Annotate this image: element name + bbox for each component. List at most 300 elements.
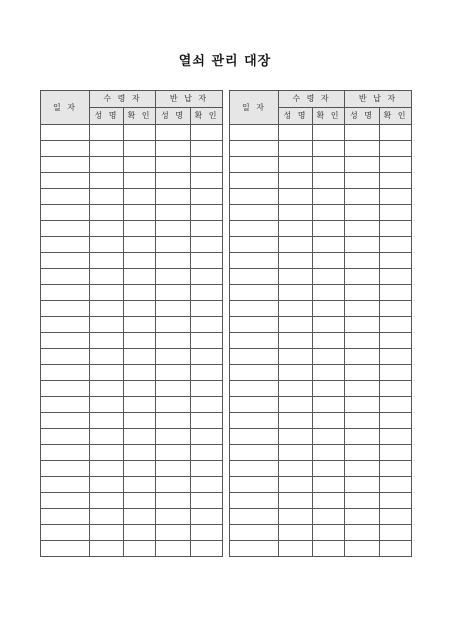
receiver-confirm-cell[interactable] — [124, 493, 156, 509]
returner-confirm-cell[interactable] — [191, 301, 223, 317]
returner-confirm-cell[interactable] — [191, 445, 223, 461]
receiver-name-cell[interactable] — [279, 381, 313, 397]
returner-name-cell[interactable] — [345, 285, 380, 301]
receiver-name-cell[interactable] — [90, 525, 124, 541]
returner-confirm-cell[interactable] — [191, 221, 223, 237]
returner-confirm-cell[interactable] — [191, 461, 223, 477]
receiver-confirm-cell[interactable] — [313, 141, 345, 157]
returner-name-cell[interactable] — [345, 445, 380, 461]
receiver-confirm-cell[interactable] — [313, 157, 345, 173]
date-cell[interactable] — [41, 269, 90, 285]
returner-confirm-cell[interactable] — [191, 125, 223, 141]
receiver-name-cell[interactable] — [90, 541, 124, 557]
date-cell[interactable] — [41, 413, 90, 429]
receiver-confirm-cell[interactable] — [124, 397, 156, 413]
date-cell[interactable] — [41, 461, 90, 477]
receiver-name-cell[interactable] — [90, 413, 124, 429]
ledger-row — [230, 413, 412, 429]
returner-name-cell[interactable] — [156, 397, 191, 413]
receiver-name-cell[interactable] — [279, 269, 313, 285]
date-cell[interactable] — [41, 525, 90, 541]
ledger-row — [230, 493, 412, 509]
header-row-top — [41, 91, 223, 108]
returner-name-cell[interactable] — [345, 461, 380, 477]
receiver-name-cell[interactable] — [90, 397, 124, 413]
returner-name-cell[interactable] — [156, 317, 191, 333]
date-cell[interactable] — [230, 413, 279, 429]
receiver-confirm-cell[interactable] — [313, 189, 345, 205]
date-cell[interactable] — [230, 301, 279, 317]
ledger-row — [230, 189, 412, 205]
returner-name-cell[interactable] — [345, 493, 380, 509]
returner-name-cell[interactable] — [156, 157, 191, 173]
returner-confirm-cell[interactable] — [380, 173, 412, 189]
returner-confirm-cell[interactable] — [191, 477, 223, 493]
returner-confirm-cell[interactable] — [380, 237, 412, 253]
date-cell[interactable] — [41, 509, 90, 525]
returner-name-cell[interactable] — [156, 413, 191, 429]
returner-confirm-cell[interactable] — [191, 189, 223, 205]
receiver-confirm-cell[interactable] — [124, 301, 156, 317]
returner-confirm-cell[interactable] — [380, 541, 412, 557]
ledger-row — [230, 509, 412, 525]
returner-name-cell[interactable] — [345, 333, 380, 349]
ledger-row — [230, 301, 412, 317]
returner-name-cell[interactable] — [156, 509, 191, 525]
date-cell[interactable] — [230, 317, 279, 333]
returner-confirm-cell[interactable] — [191, 493, 223, 509]
date-cell[interactable] — [230, 397, 279, 413]
receiver-name-cell[interactable] — [279, 413, 313, 429]
returner-name-cell[interactable] — [156, 349, 191, 365]
date-cell[interactable] — [230, 509, 279, 525]
receiver-confirm-header: 확 인 — [313, 108, 345, 125]
returner-confirm-cell[interactable] — [380, 381, 412, 397]
returner-confirm-cell[interactable] — [380, 253, 412, 269]
receiver-name-cell[interactable] — [90, 381, 124, 397]
returner-confirm-cell[interactable] — [191, 365, 223, 381]
date-cell[interactable] — [41, 189, 90, 205]
receiver-name-cell[interactable] — [90, 285, 124, 301]
receiver-confirm-cell[interactable] — [124, 285, 156, 301]
date-cell[interactable] — [230, 493, 279, 509]
date-cell[interactable] — [230, 237, 279, 253]
date-cell[interactable] — [41, 349, 90, 365]
ledger-row — [230, 205, 412, 221]
receiver-name-cell[interactable] — [279, 509, 313, 525]
receiver-name-cell[interactable] — [279, 429, 313, 445]
date-cell[interactable] — [41, 381, 90, 397]
receiver-name-cell[interactable] — [90, 461, 124, 477]
receiver-name-cell[interactable] — [90, 253, 124, 269]
returner-confirm-cell[interactable] — [380, 413, 412, 429]
returner-confirm-cell[interactable] — [380, 285, 412, 301]
receiver-confirm-cell[interactable] — [313, 397, 345, 413]
date-cell[interactable] — [230, 333, 279, 349]
receiver-name-cell[interactable] — [279, 301, 313, 317]
returner-confirm-cell[interactable] — [380, 509, 412, 525]
date-cell[interactable] — [41, 477, 90, 493]
returner-name-cell[interactable] — [156, 493, 191, 509]
returner-confirm-cell[interactable] — [380, 477, 412, 493]
returner-confirm-cell[interactable] — [191, 509, 223, 525]
returner-confirm-cell[interactable] — [380, 157, 412, 173]
returner-name-cell[interactable] — [156, 525, 191, 541]
date-cell[interactable] — [230, 269, 279, 285]
date-cell[interactable] — [41, 333, 90, 349]
returner-name-cell[interactable] — [156, 125, 191, 141]
receiver-confirm-cell[interactable] — [124, 189, 156, 205]
receiver-name-cell[interactable] — [279, 333, 313, 349]
receiver-confirm-cell[interactable] — [124, 237, 156, 253]
returner-name-cell[interactable] — [156, 285, 191, 301]
date-cell[interactable] — [230, 157, 279, 173]
returner-name-cell[interactable] — [345, 237, 380, 253]
returner-name-cell[interactable] — [345, 125, 380, 141]
returner-name-cell[interactable] — [156, 141, 191, 157]
date-cell[interactable] — [230, 477, 279, 493]
returner-name-cell[interactable] — [156, 253, 191, 269]
receiver-name-cell[interactable] — [90, 125, 124, 141]
ledger-row — [230, 429, 412, 445]
receiver-name-cell[interactable] — [279, 237, 313, 253]
date-cell[interactable] — [41, 253, 90, 269]
receiver-header: 수 령 자 — [90, 91, 156, 108]
receiver-confirm-cell[interactable] — [313, 285, 345, 301]
returner-name-cell[interactable] — [156, 189, 191, 205]
returner-confirm-cell[interactable] — [380, 189, 412, 205]
ledger-body — [230, 91, 412, 557]
date-cell[interactable] — [41, 365, 90, 381]
date-cell[interactable] — [230, 525, 279, 541]
receiver-confirm-cell[interactable] — [313, 205, 345, 221]
receiver-name-cell[interactable] — [90, 237, 124, 253]
receiver-confirm-cell[interactable] — [313, 413, 345, 429]
returner-name-cell[interactable] — [345, 189, 380, 205]
returner-confirm-cell[interactable] — [380, 301, 412, 317]
date-cell[interactable] — [41, 221, 90, 237]
receiver-name-cell[interactable] — [90, 269, 124, 285]
receiver-name-cell[interactable] — [90, 141, 124, 157]
receiver-confirm-cell[interactable] — [124, 541, 156, 557]
returner-confirm-cell[interactable] — [191, 237, 223, 253]
returner-name-cell[interactable] — [345, 205, 380, 221]
returner-confirm-cell[interactable] — [191, 349, 223, 365]
returner-confirm-cell[interactable] — [191, 429, 223, 445]
receiver-confirm-cell[interactable] — [313, 477, 345, 493]
date-cell[interactable] — [41, 397, 90, 413]
ledger-row — [230, 477, 412, 493]
receiver-confirm-cell[interactable] — [124, 333, 156, 349]
returner-confirm-cell[interactable] — [380, 333, 412, 349]
receiver-confirm-cell[interactable] — [313, 221, 345, 237]
receiver-confirm-cell[interactable] — [313, 461, 345, 477]
receiver-confirm-cell[interactable] — [124, 525, 156, 541]
returner-name-cell[interactable] — [345, 317, 380, 333]
receiver-name-cell[interactable] — [279, 349, 313, 365]
receiver-name-cell[interactable] — [90, 173, 124, 189]
date-cell[interactable] — [230, 205, 279, 221]
receiver-name-cell[interactable] — [90, 189, 124, 205]
ledger-row — [230, 525, 412, 541]
returner-name-cell[interactable] — [156, 237, 191, 253]
date-cell[interactable] — [41, 141, 90, 157]
returner-name-cell[interactable] — [156, 461, 191, 477]
receiver-confirm-cell[interactable] — [313, 173, 345, 189]
date-cell[interactable] — [230, 365, 279, 381]
receiver-confirm-cell[interactable] — [313, 333, 345, 349]
receiver-confirm-cell[interactable] — [124, 381, 156, 397]
receiver-name-cell[interactable] — [279, 141, 313, 157]
receiver-confirm-cell[interactable] — [124, 349, 156, 365]
receiver-name-cell[interactable] — [90, 493, 124, 509]
returner-confirm-cell[interactable] — [380, 365, 412, 381]
receiver-name-cell[interactable] — [90, 477, 124, 493]
receiver-confirm-cell[interactable] — [313, 429, 345, 445]
date-cell[interactable] — [41, 445, 90, 461]
returner-name-cell[interactable] — [345, 349, 380, 365]
returner-name-cell[interactable] — [345, 477, 380, 493]
date-cell[interactable] — [41, 285, 90, 301]
ledger-row — [41, 141, 223, 157]
receiver-name-cell[interactable] — [279, 541, 313, 557]
returner-confirm-cell[interactable] — [191, 317, 223, 333]
returner-confirm-cell[interactable] — [191, 397, 223, 413]
ledger-row — [41, 349, 223, 365]
returner-confirm-cell[interactable] — [191, 157, 223, 173]
receiver-name-cell[interactable] — [279, 525, 313, 541]
header-row-top — [230, 91, 412, 108]
returner-name-cell[interactable] — [156, 381, 191, 397]
receiver-name-cell[interactable] — [279, 493, 313, 509]
receiver-confirm-cell[interactable] — [124, 141, 156, 157]
receiver-name-cell[interactable] — [279, 461, 313, 477]
returner-name-cell[interactable] — [156, 173, 191, 189]
returner-name-cell[interactable] — [156, 477, 191, 493]
receiver-confirm-cell[interactable] — [124, 317, 156, 333]
returner-confirm-cell[interactable] — [380, 205, 412, 221]
receiver-confirm-cell[interactable] — [124, 429, 156, 445]
receiver-name-cell[interactable] — [90, 429, 124, 445]
receiver-confirm-cell[interactable] — [124, 413, 156, 429]
returner-confirm-cell[interactable] — [380, 397, 412, 413]
date-cell[interactable] — [230, 461, 279, 477]
receiver-name-cell[interactable] — [90, 157, 124, 173]
date-cell[interactable] — [41, 157, 90, 173]
returner-confirm-cell[interactable] — [191, 141, 223, 157]
date-cell[interactable] — [230, 221, 279, 237]
returner-confirm-cell[interactable] — [380, 445, 412, 461]
receiver-name-cell[interactable] — [279, 397, 313, 413]
returner-confirm-cell[interactable] — [191, 269, 223, 285]
returner-confirm-header: 확 인 — [380, 108, 412, 125]
receiver-confirm-cell[interactable] — [124, 477, 156, 493]
key-ledger-table-right — [229, 90, 412, 557]
receiver-confirm-cell[interactable] — [313, 509, 345, 525]
receiver-name-cell[interactable] — [279, 157, 313, 173]
ledger-row — [41, 381, 223, 397]
returner-confirm-cell[interactable] — [380, 125, 412, 141]
returner-confirm-cell[interactable] — [380, 269, 412, 285]
date-cell[interactable] — [41, 541, 90, 557]
receiver-confirm-cell[interactable] — [124, 445, 156, 461]
returner-name-cell[interactable] — [345, 541, 380, 557]
receiver-confirm-cell[interactable] — [313, 445, 345, 461]
receiver-confirm-cell[interactable] — [313, 317, 345, 333]
receiver-name-cell[interactable] — [90, 333, 124, 349]
returner-name-cell[interactable] — [345, 429, 380, 445]
date-cell[interactable] — [230, 253, 279, 269]
receiver-name-cell[interactable] — [279, 173, 313, 189]
returner-name-cell[interactable] — [345, 157, 380, 173]
date-header: 일 자 — [230, 91, 279, 125]
date-cell[interactable] — [41, 173, 90, 189]
receiver-confirm-cell[interactable] — [313, 365, 345, 381]
returner-confirm-cell[interactable] — [191, 205, 223, 221]
returner-confirm-cell[interactable] — [191, 413, 223, 429]
receiver-name-cell[interactable] — [90, 365, 124, 381]
date-cell[interactable] — [230, 541, 279, 557]
receiver-name-cell[interactable] — [90, 445, 124, 461]
returner-name-cell[interactable] — [156, 429, 191, 445]
receiver-name-cell[interactable] — [279, 125, 313, 141]
ledger-row — [230, 269, 412, 285]
page-title: 열쇠 관리 대장 — [178, 54, 272, 69]
receiver-name-cell[interactable] — [279, 221, 313, 237]
receiver-confirm-cell[interactable] — [313, 125, 345, 141]
returner-name-cell[interactable] — [345, 141, 380, 157]
receiver-name-cell[interactable] — [279, 189, 313, 205]
returner-name-cell[interactable] — [345, 509, 380, 525]
receiver-confirm-cell[interactable] — [313, 253, 345, 269]
receiver-confirm-cell[interactable] — [124, 157, 156, 173]
ledger-row — [230, 237, 412, 253]
date-cell[interactable] — [41, 125, 90, 141]
receiver-confirm-cell[interactable] — [313, 381, 345, 397]
returner-confirm-cell[interactable] — [191, 253, 223, 269]
returner-name-header: 성 명 — [345, 108, 380, 125]
date-cell[interactable] — [41, 429, 90, 445]
receiver-confirm-cell[interactable] — [124, 205, 156, 221]
ledger-row — [230, 333, 412, 349]
returner-name-cell[interactable] — [345, 173, 380, 189]
returner-name-cell[interactable] — [156, 269, 191, 285]
returner-confirm-cell[interactable] — [380, 525, 412, 541]
receiver-confirm-cell[interactable] — [313, 493, 345, 509]
receiver-confirm-cell[interactable] — [124, 269, 156, 285]
returner-name-cell[interactable] — [156, 365, 191, 381]
returner-name-cell[interactable] — [156, 301, 191, 317]
returner-confirm-cell[interactable] — [380, 349, 412, 365]
returner-name-cell[interactable] — [345, 525, 380, 541]
receiver-confirm-cell[interactable] — [124, 365, 156, 381]
date-cell[interactable] — [230, 141, 279, 157]
receiver-confirm-cell[interactable] — [313, 525, 345, 541]
returner-confirm-cell[interactable] — [380, 461, 412, 477]
returner-confirm-cell[interactable] — [191, 525, 223, 541]
receiver-name-cell[interactable] — [90, 221, 124, 237]
receiver-name-cell[interactable] — [90, 349, 124, 365]
date-cell[interactable] — [41, 237, 90, 253]
receiver-confirm-cell[interactable] — [124, 509, 156, 525]
receiver-confirm-cell[interactable] — [313, 301, 345, 317]
date-cell[interactable] — [41, 493, 90, 509]
returner-confirm-cell[interactable] — [380, 429, 412, 445]
returner-name-cell[interactable] — [345, 253, 380, 269]
receiver-name-cell[interactable] — [279, 445, 313, 461]
returner-name-cell[interactable] — [156, 205, 191, 221]
date-cell[interactable] — [41, 301, 90, 317]
date-cell[interactable] — [230, 445, 279, 461]
returner-confirm-cell[interactable] — [191, 541, 223, 557]
receiver-confirm-cell[interactable] — [124, 125, 156, 141]
receiver-name-cell[interactable] — [90, 317, 124, 333]
returner-name-cell[interactable] — [345, 413, 380, 429]
returner-name-cell[interactable] — [345, 381, 380, 397]
date-cell[interactable] — [230, 349, 279, 365]
receiver-confirm-cell[interactable] — [313, 237, 345, 253]
receiver-confirm-cell[interactable] — [124, 173, 156, 189]
receiver-name-cell[interactable] — [90, 301, 124, 317]
ledger-row — [230, 253, 412, 269]
returner-header: 반 납 자 — [156, 91, 223, 108]
receiver-name-cell[interactable] — [90, 205, 124, 221]
returner-name-cell[interactable] — [156, 221, 191, 237]
returner-name-cell[interactable] — [345, 365, 380, 381]
receiver-confirm-cell[interactable] — [313, 541, 345, 557]
returner-name-cell[interactable] — [156, 541, 191, 557]
receiver-name-cell[interactable] — [279, 365, 313, 381]
date-cell[interactable] — [230, 381, 279, 397]
ledger-row — [230, 173, 412, 189]
ledger-row — [230, 349, 412, 365]
date-cell[interactable] — [230, 189, 279, 205]
receiver-name-cell[interactable] — [279, 317, 313, 333]
receiver-confirm-cell[interactable] — [124, 221, 156, 237]
returner-name-cell[interactable] — [156, 333, 191, 349]
receiver-confirm-cell[interactable] — [124, 253, 156, 269]
receiver-confirm-cell[interactable] — [124, 461, 156, 477]
returner-name-cell[interactable] — [345, 269, 380, 285]
returner-confirm-cell[interactable] — [380, 221, 412, 237]
receiver-name-header: 성 명 — [90, 108, 124, 125]
receiver-name-cell[interactable] — [279, 205, 313, 221]
returner-confirm-cell[interactable] — [191, 381, 223, 397]
returner-confirm-cell[interactable] — [380, 141, 412, 157]
receiver-name-cell[interactable] — [90, 509, 124, 525]
returner-name-cell[interactable] — [345, 397, 380, 413]
receiver-name-cell[interactable] — [279, 477, 313, 493]
date-cell[interactable] — [41, 317, 90, 333]
returner-confirm-cell[interactable] — [380, 317, 412, 333]
date-cell[interactable] — [41, 205, 90, 221]
date-cell[interactable] — [230, 125, 279, 141]
returner-name-cell[interactable] — [345, 301, 380, 317]
returner-confirm-cell[interactable] — [380, 493, 412, 509]
returner-confirm-cell[interactable] — [191, 285, 223, 301]
date-cell[interactable] — [230, 173, 279, 189]
receiver-confirm-cell[interactable] — [313, 349, 345, 365]
receiver-name-cell[interactable] — [279, 253, 313, 269]
receiver-confirm-cell[interactable] — [313, 269, 345, 285]
receiver-name-cell[interactable] — [279, 285, 313, 301]
returner-confirm-cell[interactable] — [191, 333, 223, 349]
returner-name-cell[interactable] — [345, 221, 380, 237]
date-cell[interactable] — [230, 285, 279, 301]
returner-confirm-cell[interactable] — [191, 173, 223, 189]
returner-name-cell[interactable] — [156, 445, 191, 461]
date-cell[interactable] — [230, 429, 279, 445]
